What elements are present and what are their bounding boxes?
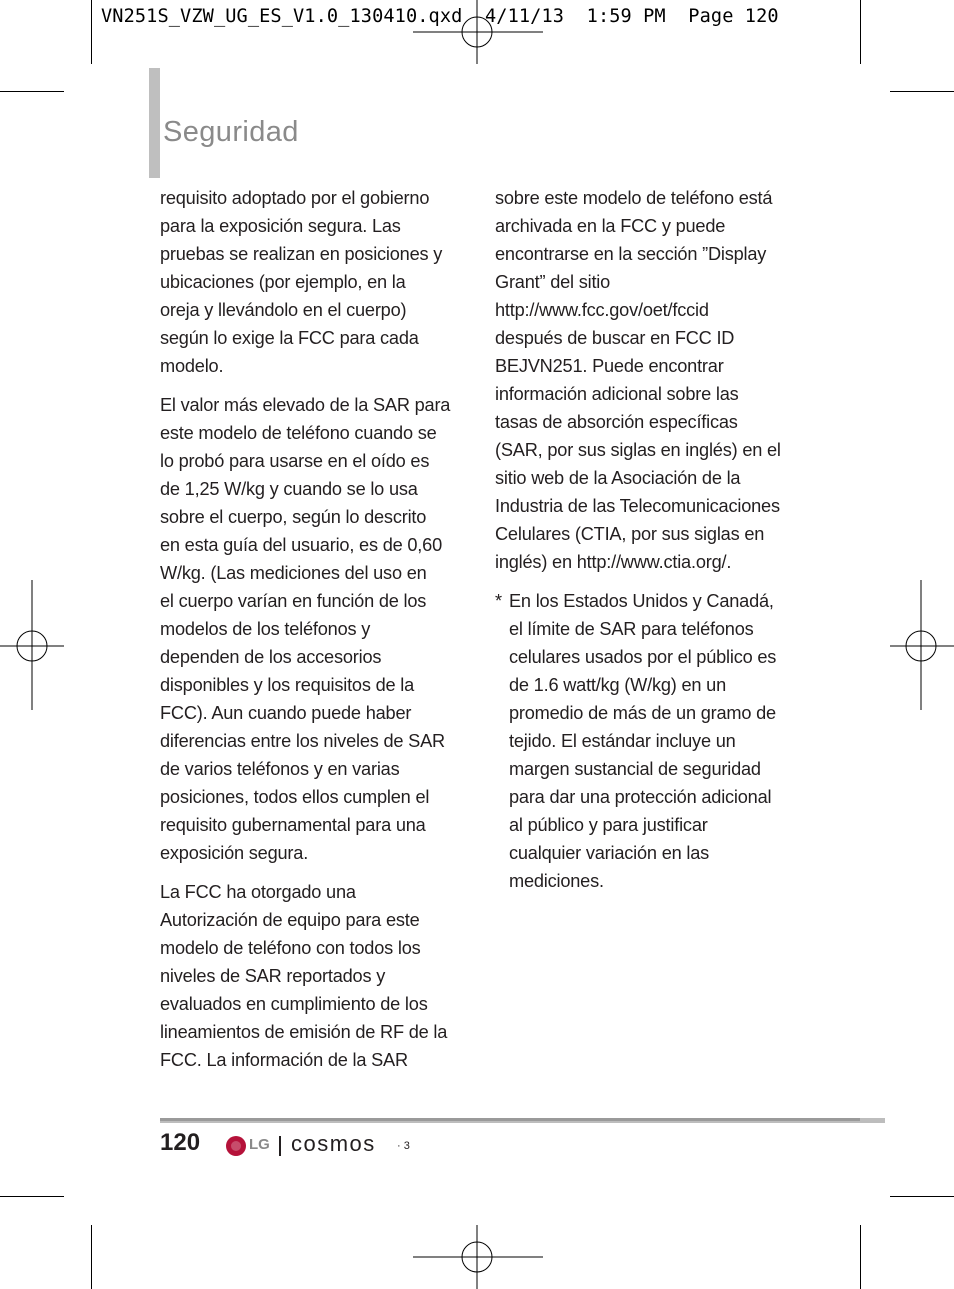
- text-line: después de buscar en FCC ID: [495, 328, 735, 348]
- right-column: [495, 184, 795, 906]
- text-line: FCC. La información de la SAR: [160, 1050, 408, 1070]
- text-line: posiciones, todos ellos cumplen el: [160, 787, 430, 807]
- text-line: En los Estados Unidos y Canadá,: [509, 591, 774, 611]
- file-slug-line: VN251S_VZW_UG_ES_V1.0_130410.qxd 4/11/13 1:59 PM Page 120: [101, 6, 779, 27]
- left-paragraph-2: [160, 391, 460, 867]
- text-line: pruebas se realizan en posiciones y: [160, 244, 443, 264]
- text-line: de 1,25 W/kg y cuando se lo usa: [160, 479, 418, 499]
- text-line: según lo exige la FCC para cada: [160, 328, 419, 348]
- footer-rule-inner: [160, 1118, 860, 1121]
- text-line: sobre este modelo de teléfono está: [495, 188, 773, 208]
- brand-superscript: · 3: [397, 1140, 410, 1152]
- section-accent-bar: [149, 68, 160, 178]
- text-line: modelos de los teléfonos y: [160, 619, 371, 639]
- text-line: en esta guía del usuario, es de 0,60: [160, 535, 442, 555]
- text-line: de 1.6 watt/kg (W/kg) en un: [509, 675, 726, 695]
- footer-separator: [279, 1136, 281, 1156]
- text-line: celulares usados por el público es: [509, 647, 777, 667]
- brand-name: cosmos: [291, 1131, 376, 1156]
- registration-mark-right: [890, 580, 954, 710]
- text-line: disponibles y los requisitos de la: [160, 675, 415, 695]
- page-number: 120: [160, 1129, 201, 1156]
- text-line: oreja y llevándolo en el cuerpo): [160, 300, 407, 320]
- text-line: al público y para justificar: [509, 815, 708, 835]
- text-line: este modelo de teléfono cuando se: [160, 423, 437, 443]
- text-line: tasas de absorción específicas: [495, 412, 738, 432]
- text-line: lineamientos de emisión de RF de la: [160, 1022, 448, 1042]
- text-line: de varios teléfonos y en varias: [160, 759, 400, 779]
- text-line: modelo.: [160, 356, 224, 376]
- text-line: El valor más elevado de la SAR para: [160, 395, 451, 415]
- text-line: (SAR, por sus siglas en inglés) en el: [495, 440, 781, 460]
- text-line: para dar una protección adicional: [509, 787, 772, 807]
- footnote: [495, 587, 795, 895]
- text-line: margen sustancial de seguridad: [509, 759, 761, 779]
- registration-mark-left: [0, 580, 64, 710]
- text-line: La FCC ha otorgado una: [160, 882, 356, 902]
- registration-mark-top: [413, 0, 543, 64]
- text-line: inglés) en http://www.ctia.org/.: [495, 552, 732, 572]
- left-paragraph-1: [160, 184, 460, 380]
- section-title: Seguridad: [163, 116, 299, 148]
- text-line: exposición segura.: [160, 843, 309, 863]
- text-line: archivada en la FCC y puede: [495, 216, 726, 236]
- text-line: FCC). Aun cuando puede haber: [160, 703, 412, 723]
- text-line: Autorización de equipo para este: [160, 910, 420, 930]
- text-line: información adicional sobre las: [495, 384, 739, 404]
- text-line: el límite de SAR para teléfonos: [509, 619, 754, 639]
- text-line: tejido. El estándar incluye un: [509, 731, 736, 751]
- text-line: dependen de los accesorios: [160, 647, 382, 667]
- text-line: niveles de SAR reportados y: [160, 966, 386, 986]
- text-line: W/kg. (Las mediciones del uso en: [160, 563, 427, 583]
- text-line: requisito adoptado por el gobierno: [160, 188, 430, 208]
- registration-mark-bottom: [413, 1225, 543, 1289]
- url-text: http://www.fcc.gov/oet/fccid: [495, 300, 709, 320]
- text-line: lo probó para usarse en el oído es: [160, 451, 430, 471]
- text-line: evaluados en cumplimiento de los: [160, 994, 428, 1014]
- text-line: diferencias entre los niveles de SAR: [160, 731, 445, 751]
- lg-logo-icon: [226, 1136, 246, 1156]
- text-line: para la exposición segura. Las: [160, 216, 401, 236]
- lg-logo-text: LG: [249, 1136, 270, 1153]
- right-paragraph-1: [495, 184, 795, 576]
- text-line: el cuerpo varían en función de los: [160, 591, 427, 611]
- text-line: ubicaciones (por ejemplo, en la: [160, 272, 406, 292]
- text-line: modelo de teléfono con todos los: [160, 938, 421, 958]
- text-line: sitio web de la Asociación de la: [495, 468, 741, 488]
- text-line: Industria de las Telecomunicaciones: [495, 496, 780, 516]
- text-line: Celulares (CTIA, por sus siglas en: [495, 524, 765, 544]
- text-line: sobre el cuerpo, según lo descrito: [160, 507, 427, 527]
- text-line: BEJVN251. Puede encontrar: [495, 356, 724, 376]
- footnote-marker: *: [495, 591, 502, 611]
- text-line: Grant” del sitio: [495, 272, 611, 292]
- left-column: [160, 184, 460, 1085]
- text-line: requisito gubernamental para una: [160, 815, 426, 835]
- text-line: encontrarse en la sección ”Display: [495, 244, 767, 264]
- left-paragraph-3: [160, 878, 460, 1074]
- text-line: cualquier variación en las: [509, 843, 710, 863]
- text-line: mediciones.: [509, 871, 604, 891]
- text-line: promedio de más de un gramo de: [509, 703, 776, 723]
